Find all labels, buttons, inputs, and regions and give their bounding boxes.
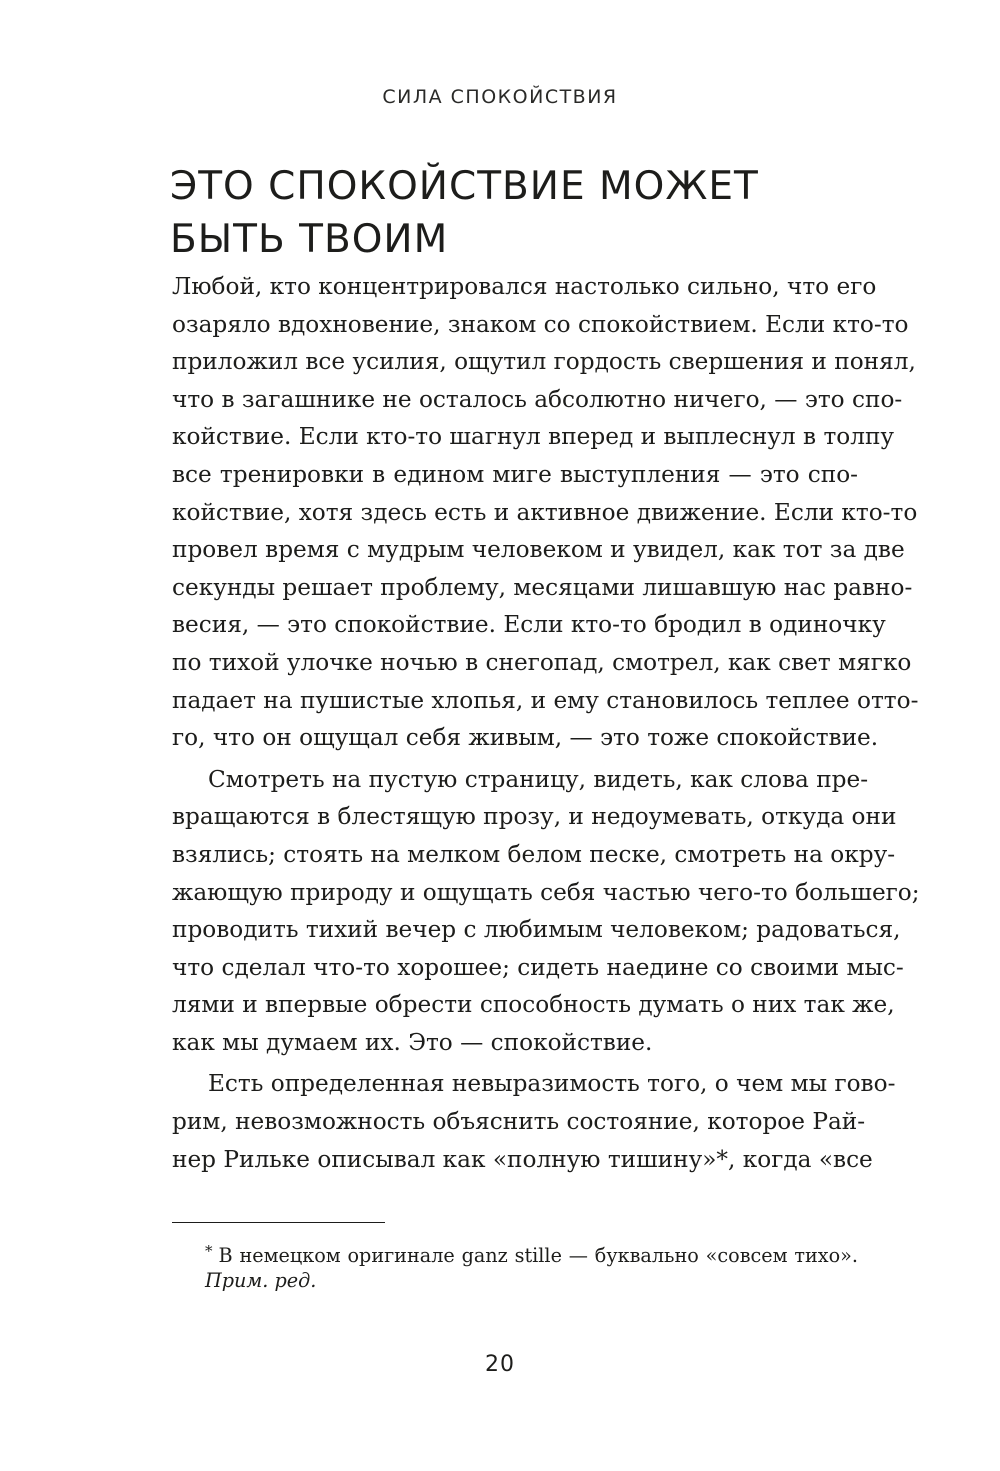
footnote-mark: * bbox=[205, 1242, 213, 1260]
text-line: секунды решает проблему, месяцами лишавшую нас равно- bbox=[172, 573, 913, 601]
page-number: 20 bbox=[485, 1352, 515, 1377]
running-head: СИЛА СПОКОЙСТВИЯ bbox=[382, 86, 618, 108]
footnote-editor-note: Прим. ред. bbox=[205, 1269, 317, 1292]
text-line: взялись; стоять на мелком белом песке, смотреть на окру- bbox=[172, 840, 896, 868]
body-text bbox=[172, 268, 920, 1182]
footnote-divider bbox=[172, 1222, 385, 1223]
text-line: нер Рильке описывал как «полную тишину»*, когда «все bbox=[172, 1145, 873, 1173]
text-line: Смотреть на пустую страницу, видеть, как слова пре- bbox=[208, 765, 869, 793]
text-line: вращаются в блестящую прозу, и недоумевать, откуда они bbox=[172, 803, 897, 831]
text-line: провел время с мудрым человеком и увидел, как тот за две bbox=[172, 536, 905, 564]
text-line: го, что он ощущал себя живым, — это тоже спокойствие. bbox=[172, 724, 879, 752]
footnote-line-1 bbox=[205, 1236, 858, 1266]
text-line: лями и впервые обрести способность думать о них так же, bbox=[172, 991, 895, 1019]
paragraph-2 bbox=[172, 761, 920, 1062]
text-line: все тренировки в едином миге выступления — это спо- bbox=[172, 460, 858, 488]
text-line: что в загашнике не осталось абсолютно ничего, — это спо- bbox=[172, 385, 903, 413]
text-line: проводить тихий вечер с любимым человеком; радоваться, bbox=[172, 916, 901, 944]
text-line: койствие, хотя здесь есть и активное движение. Если кто-то bbox=[172, 498, 918, 526]
text-line: Есть определенная невыразимость того, о чем мы гово- bbox=[208, 1070, 896, 1098]
text-line: по тихой улочке ночью в снегопад, смотрел, как свет мягко bbox=[172, 648, 912, 676]
text-line: жающую природу и ощущать себя частью чего-то большего; bbox=[172, 878, 920, 906]
paragraph-1 bbox=[172, 268, 919, 757]
text-line: Любой, кто концентрировался настолько сильно, что его bbox=[172, 273, 877, 300]
footnote-text: В немецком оригинале ganz stille — буквально «совсем тихо». bbox=[218, 1244, 858, 1267]
chapter-title-line-2: БЫТЬ ТВОИМ bbox=[170, 217, 449, 262]
footnote bbox=[205, 1236, 858, 1296]
text-line: весия, — это спокойствие. Если кто-то бродил в одиночку bbox=[172, 611, 886, 639]
paragraph-3 bbox=[172, 1065, 896, 1178]
text-line: приложил все усилия, ощутил гордость свершения и понял, bbox=[172, 348, 916, 376]
text-line: как мы думаем их. Это — спокойствие. bbox=[172, 1028, 653, 1056]
text-line: озаряло вдохновение, знаком со спокойствием. Если кто-то bbox=[172, 310, 909, 338]
text-line: падает на пушистые хлопья, и ему становилось теплее отто- bbox=[172, 686, 919, 714]
text-line: что сделал что-то хорошее; сидеть наедине со своими мыс- bbox=[172, 953, 904, 981]
text-line: койствие. Если кто-то шагнул вперед и выплеснул в толпу bbox=[172, 423, 895, 451]
chapter-title-line-1: ЭТО СПОКОЙСТВИЕ МОЖЕТ bbox=[170, 164, 759, 209]
text-line: рим, невозможность объяснить состояние, которое Рай- bbox=[172, 1108, 866, 1136]
chapter-title bbox=[170, 160, 870, 266]
